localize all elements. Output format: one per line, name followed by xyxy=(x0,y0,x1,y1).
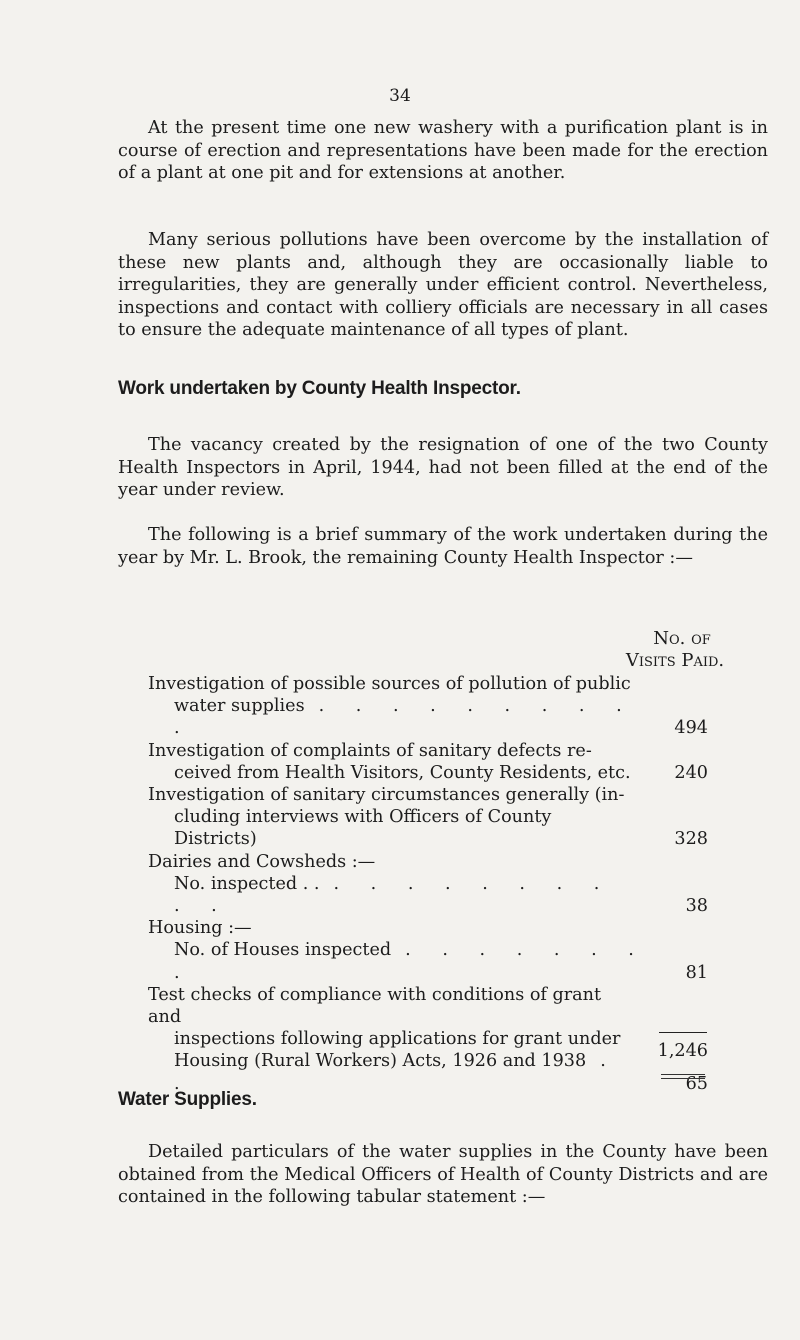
row-label: water supplies xyxy=(174,696,305,717)
row-label: Test checks of compliance with conditions of grant and xyxy=(148,984,602,1028)
paragraph-pollutions: Many serious pollutions have been overcome by the installation of these new plants and, although they are occasionally liable to irregularities, they are generally under efficient control. Nevertheless, inspections and contact with colliery officials are necessary in all cases to ensure the adequate maintenance of all types of plant. xyxy=(118,230,768,340)
row-value: 494 xyxy=(674,718,708,739)
row-label: ceived from Health Visitors, County Residents, etc. xyxy=(174,762,631,783)
leader-dots: . . . . . . . . xyxy=(174,940,636,983)
table-row xyxy=(148,851,708,918)
row-value: 38 xyxy=(685,896,708,917)
leader-dots: . . . . . . . . . . xyxy=(174,873,602,917)
row-label: Investigation of sanitary circumstances generally (in- xyxy=(148,785,625,806)
row-label: inspections following applications for grant under xyxy=(174,1029,621,1050)
leader-dots: . . . . . . . . . . xyxy=(174,696,624,739)
leader-dots: . . xyxy=(174,1051,608,1094)
row-value: 328 xyxy=(674,829,708,850)
row-label: No. of Houses inspected xyxy=(174,940,392,961)
table-row xyxy=(148,673,708,740)
row-label: Investigation of complaints of sanitary defects re- xyxy=(148,740,592,761)
heading-work-undertaken: Work undertaken by County Health Inspector. xyxy=(118,378,521,399)
row-label: Investigation of possible sources of pollution of public xyxy=(148,674,631,694)
table-row xyxy=(148,740,708,784)
paragraph-washery: At the present time one new washery with a purification plant is in course of erection and representations have been made for the erection of a plant at one pit and for extensions at another. xyxy=(118,118,768,183)
total-double-rule xyxy=(661,1074,705,1079)
row-label: cluding interviews with Officers of County Districts) xyxy=(174,807,552,850)
table-row xyxy=(148,984,708,1095)
table-total: 1,246 xyxy=(657,1041,708,1061)
work-summary-table xyxy=(148,673,708,1095)
heading-water-supplies: Water Supplies. xyxy=(118,1089,257,1110)
row-value: 240 xyxy=(674,762,708,783)
table-row xyxy=(148,917,708,984)
row-label: Housing (Rural Workers) Acts, 1926 and 1938 xyxy=(174,1051,587,1072)
table-row xyxy=(148,784,708,851)
row-value: 65 xyxy=(685,1073,708,1094)
visits-column-header xyxy=(560,628,790,672)
paragraph-water-supplies: Detailed particulars of the water supplies in the County have been obtained from the Medical Officers of Health of County Districts and are contained in the following tabular statement :— xyxy=(118,1142,768,1207)
paragraph-summary-intro: The following is a brief summary of the work undertaken during the year by Mr. L. Brook, the remaining County Health Inspector :— xyxy=(118,525,768,568)
total-rule xyxy=(659,1032,707,1033)
row-label: Housing :— xyxy=(148,918,252,939)
paragraph-vacancy: The vacancy created by the resignation of one of the two County Health Inspectors in April, 1944, had not been filled at the end of the year under review. xyxy=(118,435,768,500)
row-label: No. inspected . . xyxy=(174,873,320,894)
row-value: 81 xyxy=(685,962,708,983)
row-label: Dairies and Cowsheds :— xyxy=(148,851,376,872)
page-number: 34 xyxy=(389,86,411,106)
column-header-line-2: Visits Paid. xyxy=(625,650,725,671)
column-header-line-1: No. of xyxy=(653,628,711,649)
